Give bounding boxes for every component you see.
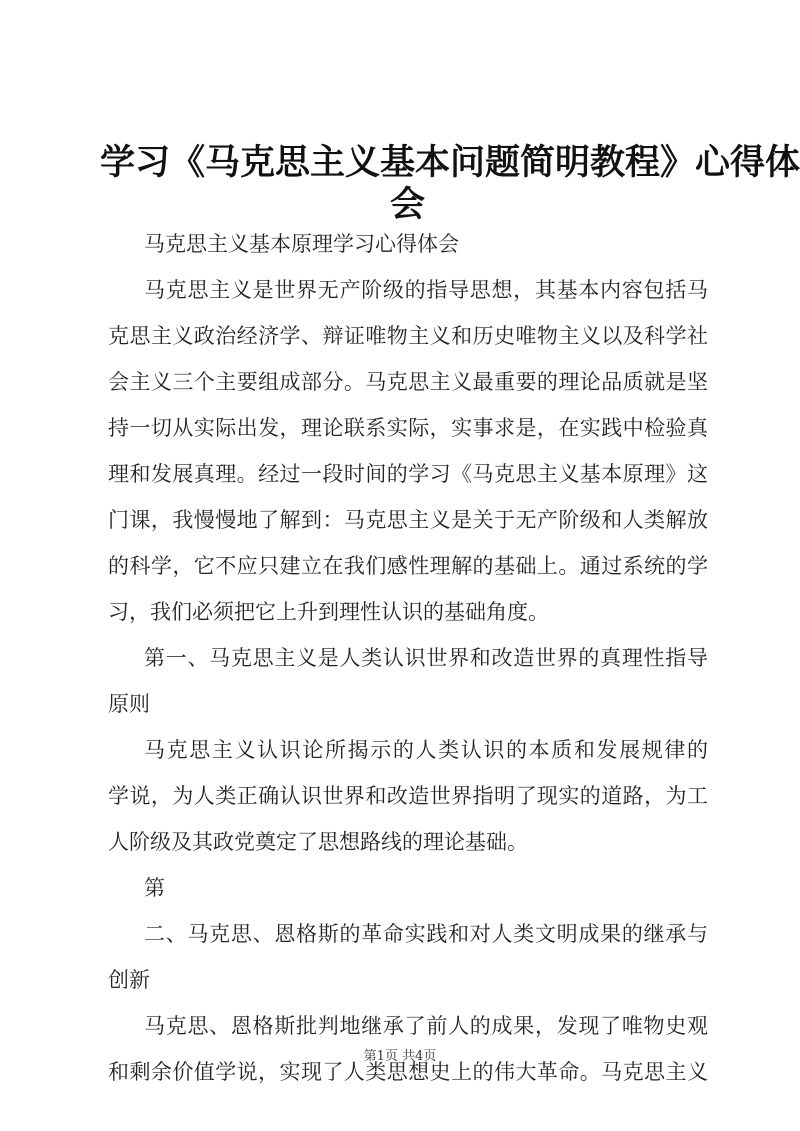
text-line: 持一切从实际出发，理论联系实际，实事求是，在实践中检验真 [108, 416, 708, 440]
paragraph [108, 911, 708, 1003]
text-line: 门课，我慢慢地了解到：马克思主义是关于无产阶级和人类解放 [108, 508, 708, 532]
text-line: 创新 [108, 968, 150, 992]
text-line: 第一、马克思主义是人类认识世界和改造世界的真理性指导 [144, 646, 708, 670]
text-line: 习，我们必须把它上升到理性认识的基础角度。 [108, 600, 549, 624]
page-footer: 第1页 共4页 [363, 1049, 437, 1064]
paragraph [108, 865, 708, 911]
text-line: 马克思主义认识论所揭示的人类认识的本质和发展规律的 [144, 738, 708, 762]
text-line: 原则 [108, 692, 150, 716]
text-line: 的科学，它不应只建立在我们感性理解的基础上。通过系统的学 [108, 554, 708, 578]
text-line: 二、马克思、恩格斯的革命实践和对人类文明成果的继承与 [144, 922, 708, 946]
title-line: 会 [389, 185, 425, 225]
paragraph [108, 635, 708, 727]
text-line: 马克思、恩格斯批判地继承了前人的成果，发现了唯物史观 [144, 1014, 708, 1038]
paragraph [108, 221, 708, 267]
text-line: 理和发展真理。经过一段时间的学习《马克思主义基本原理》这 [108, 462, 708, 486]
text-line: 会主义三个主要组成部分。马克思主义最重要的理论品质就是坚 [108, 370, 708, 394]
paragraph [108, 267, 708, 635]
document-body [108, 221, 708, 1095]
text-line: 马克思主义基本原理学习心得体会 [144, 232, 459, 256]
text-line: 和剩余价值学说，实现了人类思想史上的伟大革命。马克思主义 [108, 1060, 708, 1084]
paragraph [108, 727, 708, 865]
text-line: 人阶级及其政党奠定了思想路线的理论基础。 [108, 830, 528, 854]
text-line: 马克思主义是世界无产阶级的指导思想，其基本内容包括马 [144, 278, 708, 302]
text-line: 学说，为人类正确认识世界和改造世界指明了现实的道路，为工 [108, 784, 708, 808]
title-line: 学习《马克思主义基本问题简明教程》心得体 [100, 143, 800, 183]
document-title [100, 142, 800, 226]
text-line: 第 [144, 876, 165, 900]
text-line: 克思主义政治经济学、辩证唯物主义和历史唯物主义以及科学社 [108, 324, 708, 348]
